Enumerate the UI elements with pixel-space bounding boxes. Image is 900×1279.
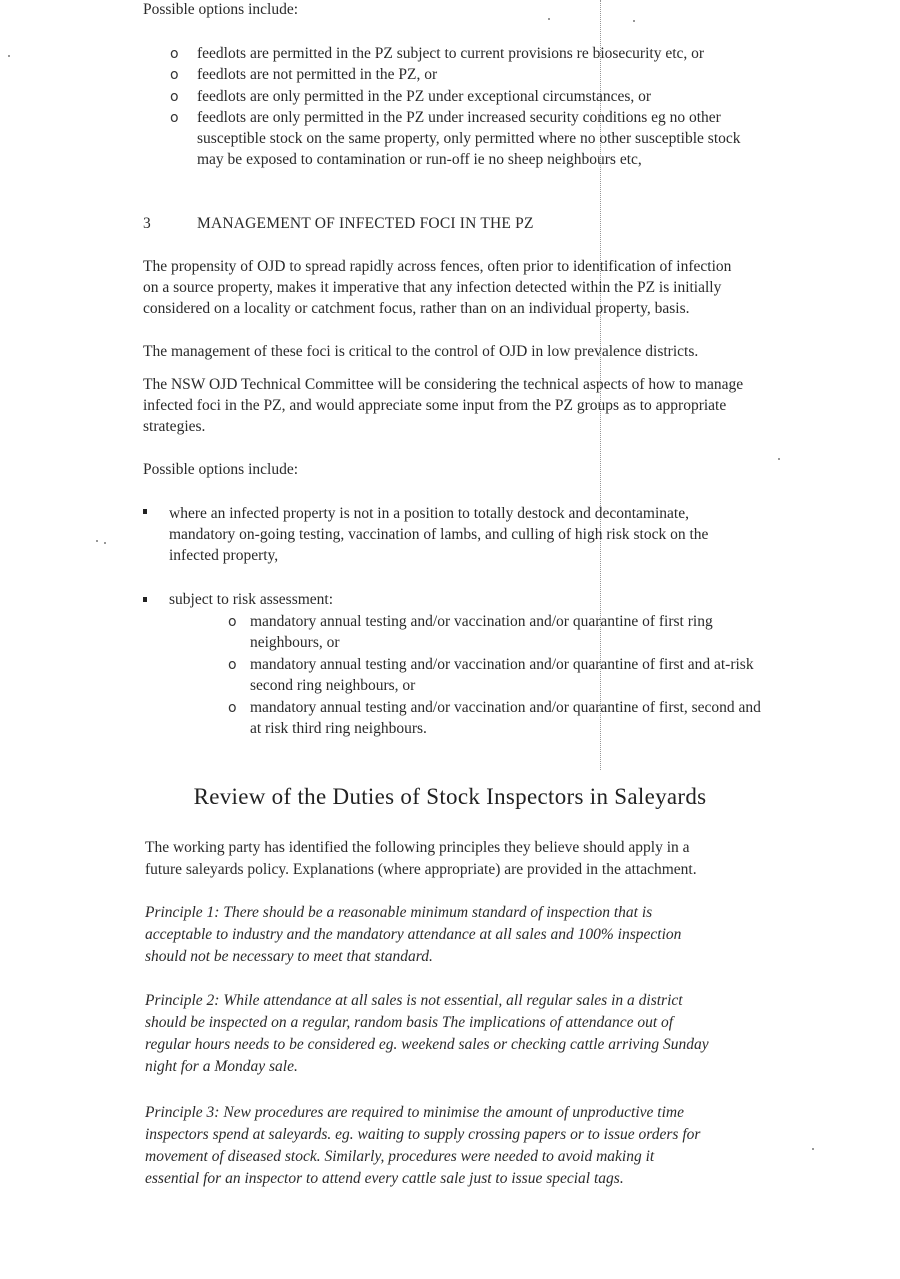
principle-3-line: essential for an inspector to attend every cattle sale just to issue special tags. xyxy=(145,1170,624,1187)
sub-option-bullet: o xyxy=(228,614,237,630)
scan-speck xyxy=(778,458,780,460)
sub-option-item: mandatory annual testing and/or vaccination and/or quarantine of first ring xyxy=(250,613,713,630)
sub-option-item-continued: at risk third ring neighbours. xyxy=(250,720,427,737)
option-item: feedlots are only permitted in the PZ under exceptional circumstances, or xyxy=(197,88,652,105)
paragraph-line: on a source property, makes it imperative that any infection detected within the PZ is initially xyxy=(143,279,722,296)
principle-1-line: acceptable to industry and the mandatory attendance at all sales and 100% inspection xyxy=(145,926,682,943)
principle-3-line: Principle 3: New procedures are required to minimise the amount of unproductive time xyxy=(145,1104,684,1121)
option-item-continued: may be exposed to contamination or run-off ie no sheep neighbours etc, xyxy=(197,151,642,168)
section-number: 3 xyxy=(143,215,151,232)
scan-speck xyxy=(812,1148,814,1150)
bullet-item-continued: mandatory on-going testing, vaccination of lambs, and culling of high risk stock on the xyxy=(169,526,709,543)
option-item: feedlots are not permitted in the PZ, or xyxy=(197,66,438,83)
sub-option-bullet: o xyxy=(228,700,237,716)
principle-2-line: night for a Monday sale. xyxy=(145,1058,298,1075)
bullet-item-continued: infected property, xyxy=(169,547,279,564)
scan-speck xyxy=(104,542,106,544)
paragraph-line: The management of these foci is critical to the control of OJD in low prevalence districts. xyxy=(143,343,699,360)
review-intro-line: The working party has identified the following principles they believe should apply in a xyxy=(145,839,690,856)
principle-1-line: should not be necessary to meet that standard. xyxy=(145,948,433,965)
scan-speck xyxy=(548,18,550,20)
option-bullet: o xyxy=(170,46,179,62)
paragraph-line: strategies. xyxy=(143,418,206,435)
sub-option-item: mandatory annual testing and/or vaccination and/or quarantine of first and at-risk xyxy=(250,656,754,673)
option-item: feedlots are permitted in the PZ subject to current provisions re biosecurity etc, or xyxy=(197,45,705,62)
bullet-marker xyxy=(143,597,147,602)
principle-3-line: movement of diseased stock. Similarly, procedures were needed to avoid making it xyxy=(145,1148,655,1165)
bullet-item: where an infected property is not in a position to totally destock and decontaminate, xyxy=(169,505,689,522)
option-bullet: o xyxy=(170,110,179,126)
principle-2-line: should be inspected on a regular, random basis The implications of attendance out of xyxy=(145,1014,674,1031)
scan-speck xyxy=(633,20,635,22)
bullet-marker xyxy=(143,509,147,514)
principle-2-line: Principle 2: While attendance at all sales is not essential, all regular sales in a district xyxy=(145,992,683,1009)
sub-option-item: mandatory annual testing and/or vaccination and/or quarantine of first, second and xyxy=(250,699,761,716)
sub-option-item-continued: neighbours, or xyxy=(250,634,340,651)
section-heading: MANAGEMENT OF INFECTED FOCI IN THE PZ xyxy=(197,215,534,232)
option-bullet: o xyxy=(170,67,179,83)
paragraph-line: considered on a locality or catchment focus, rather than on an individual property, basis. xyxy=(143,300,690,317)
paragraph-line: The propensity of OJD to spread rapidly across fences, often prior to identification of infection xyxy=(143,258,732,275)
principle-3-line: inspectors spend at saleyards. eg. waiting to supply crossing papers or to issue orders for xyxy=(145,1126,701,1143)
principle-2-line: regular hours needs to be considered eg. weekend sales or checking cattle arriving Sunday xyxy=(145,1036,709,1053)
principle-1-line: Principle 1: There should be a reasonable minimum standard of inspection that is xyxy=(145,904,653,921)
review-intro-line: future saleyards policy. Explanations (where appropriate) are provided in the attachment. xyxy=(145,861,697,878)
paragraph-line: infected foci in the PZ, and would appreciate some input from the PZ groups as to appropriate xyxy=(143,397,727,414)
options-intro: Possible options include: xyxy=(143,461,298,478)
option-bullet: o xyxy=(170,89,179,105)
review-title: Review of the Duties of Stock Inspectors in Saleyards xyxy=(193,784,707,809)
scan-speck xyxy=(8,55,10,57)
paragraph-line: The NSW OJD Technical Committee will be considering the technical aspects of how to manage xyxy=(143,376,744,393)
bullet-item: subject to risk assessment: xyxy=(169,591,334,608)
sub-option-item-continued: second ring neighbours, or xyxy=(250,677,416,694)
option-item: feedlots are only permitted in the PZ under increased security conditions eg no other xyxy=(197,109,721,126)
option-item-continued: susceptible stock on the same property, only permitted where no other susceptible stock xyxy=(197,130,741,147)
options-intro: Possible options include: xyxy=(143,1,298,18)
sub-option-bullet: o xyxy=(228,657,237,673)
scan-speck xyxy=(96,540,98,542)
